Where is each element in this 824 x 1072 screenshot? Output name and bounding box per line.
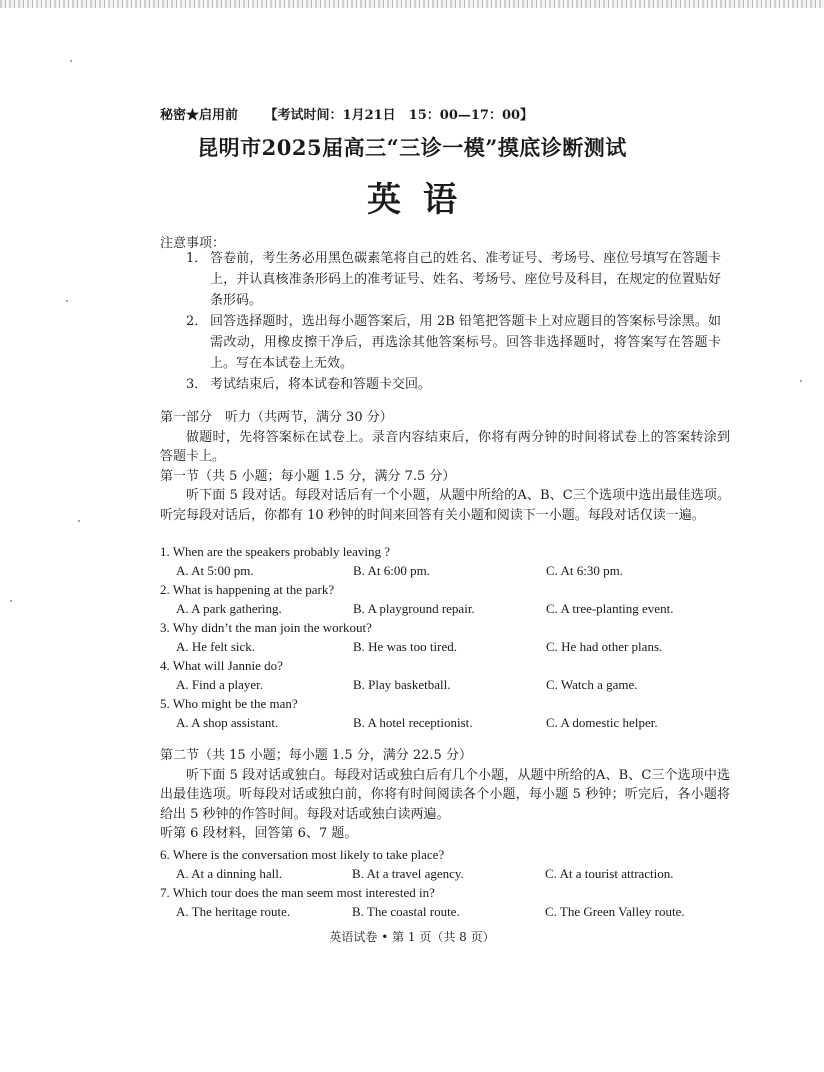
scan-speck (10, 600, 12, 602)
option-a: A. The heritage route. (176, 904, 291, 919)
question-item (160, 580, 720, 618)
option-c: C. A tree-planting event. (546, 601, 674, 616)
option-b: B. At 6:00 pm. (353, 563, 430, 578)
notice-item (186, 248, 721, 311)
page-footer: 英语试卷 • 第 1 页（共 8 页） (329, 930, 495, 944)
question-item (160, 542, 720, 580)
option-row (160, 561, 720, 580)
notice-list (186, 248, 721, 395)
option-a: A. He felt sick. (176, 639, 256, 654)
exam-title: 昆明市2025届高三“三诊一模”摸底诊断测试 (197, 135, 627, 160)
notice-item (186, 374, 721, 395)
header-line (160, 104, 555, 123)
question-text: 1. When are the speakers probably leaving ? (160, 544, 391, 559)
question-text: 3. Why didn’t the man join the workout? (160, 620, 372, 635)
option-row (160, 713, 720, 732)
scan-speck (78, 520, 80, 522)
option-a: A. Find a player. (176, 677, 264, 692)
question-item (160, 618, 720, 656)
question-text: 7. Which tour does the man seem most interested in? (160, 885, 435, 900)
notice-item-text: 答卷前，考生务必用黑色碳素笔将自己的姓名、准考证号、考场号、座位号填写在答题卡上，并认真核准条形码上的准考证号、姓名、考场号、座位号及科目，在规定的位置贴好条形码。 (210, 251, 721, 308)
subject-title: 英语 (367, 180, 479, 220)
option-b: B. A playground repair. (353, 601, 475, 616)
section2-intro: 听下面 5 段对话或独白。每段对话或独白后有几个小题，从题中所给的A、B、C三个选项中选出最佳选项。听每段对话或独白前，你将有时间阅读各个小题，每小题 5 秒钟；听完后，各小题将给出 5 秒钟的作答时间。每段对话或独白读两遍。 (160, 767, 730, 822)
option-c: C. Watch a game. (546, 677, 638, 692)
option-a: A. At a dinning hall. (176, 866, 283, 881)
scan-speck (66, 300, 68, 302)
question-text: 2. What is happening at the park? (160, 582, 335, 597)
part1-heading: 第一部分 听力（共两节，满分 30 分） (160, 410, 393, 425)
option-c: C. He had other plans. (546, 639, 663, 654)
option-c: C. The Green Valley route. (545, 904, 685, 919)
section2-heading: 第二节（共 15 小题；每小题 1.5 分，满分 22.5 分） (160, 748, 472, 763)
notice-item-text: 考试结束后，将本试卷和答题卡交回。 (210, 377, 432, 392)
option-b: B. A hotel receptionist. (353, 715, 473, 730)
notice-heading: 注意事项： (160, 236, 226, 251)
option-row (160, 637, 720, 656)
question-item (160, 883, 720, 921)
option-b: B. Play basketball. (353, 677, 451, 692)
question-item (160, 694, 720, 732)
option-b: B. He was too tired. (353, 639, 457, 654)
confidential-label: 秘密★启用前 (160, 108, 239, 123)
section2-material: 听第 6 段材料，回答第 6、7 题。 (160, 826, 358, 841)
section2-header (160, 746, 730, 844)
notice-item-number: 3． (186, 377, 208, 392)
notice-item (186, 311, 721, 374)
option-c: C. At 6:30 pm. (546, 563, 623, 578)
option-row (160, 864, 720, 883)
scan-speck (70, 60, 72, 62)
option-b: B. At a travel agency. (352, 866, 464, 881)
option-a: A. At 5:00 pm. (176, 563, 254, 578)
option-row (160, 599, 720, 618)
section1-intro: 听下面 5 段对话。每段对话后有一个小题，从题中所给的A、B、C三个选项中选出最佳选项。听完每段对话后，你都有 10 秒钟的时间来回答有关小题和阅读下一小题。每段对话仅读一遍。 (160, 488, 730, 523)
question-text: 5. Who might be the man? (160, 696, 298, 711)
option-a: A. A park gathering. (176, 601, 282, 616)
option-row (160, 902, 720, 921)
option-b: B. The coastal route. (352, 904, 460, 919)
question-item (160, 656, 720, 694)
scan-speck (800, 380, 802, 382)
option-c: C. At a tourist attraction. (545, 866, 674, 881)
option-row (160, 675, 720, 694)
option-a: A. A shop assistant. (176, 715, 279, 730)
question-item (160, 845, 720, 883)
question-text: 4. What will Jannie do? (160, 658, 283, 673)
part1-header (160, 408, 730, 525)
section1-heading: 第一节（共 5 小题；每小题 1.5 分，满分 7.5 分） (160, 468, 456, 484)
option-c: C. A domestic helper. (546, 715, 658, 730)
question-text: 6. Where is the conversation most likely to take place? (160, 847, 445, 862)
section1-questions (160, 542, 720, 732)
notice-item-number: 1． (186, 251, 208, 266)
notice-item-text: 回答选择题时，选出每小题答案后，用 2B 铅笔把答题卡上对应题目的答案标号涂黑。如需改动，用橡皮擦干净后，再选涂其他答案标号。回答非选择题时，将答案写在答题卡上。写在本试卷上无效。 (210, 314, 721, 371)
notice-item-number: 2． (186, 314, 208, 329)
section2-questions (160, 845, 720, 921)
part1-intro: 做题时，先将答案标在试卷上。录音内容结束后，你将有两分钟的时间将试卷上的答案转涂到答题卡上。 (160, 429, 730, 464)
exam-time: 【考试时间：1月21日 15：00—17：00】 (264, 108, 534, 123)
